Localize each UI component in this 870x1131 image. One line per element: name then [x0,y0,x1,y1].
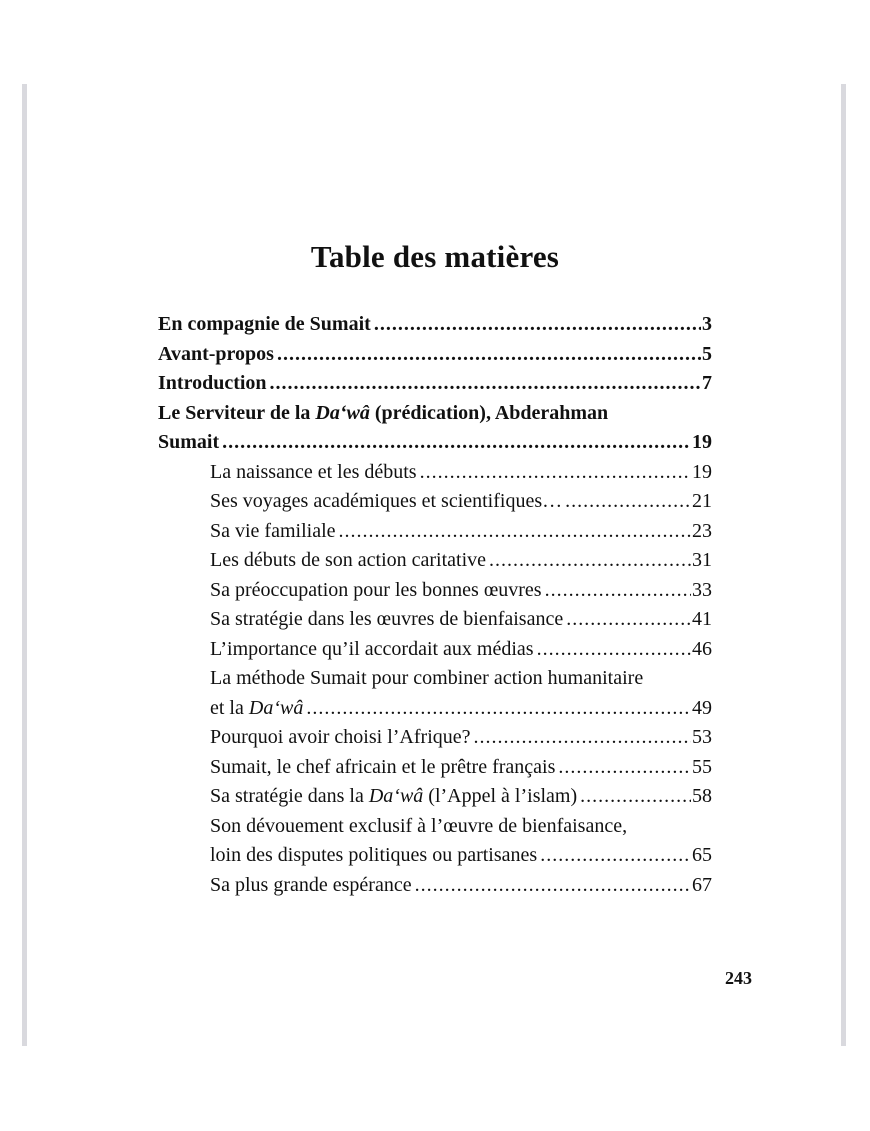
toc-entry [158,369,712,399]
toc-subentry [158,812,712,871]
dot-leader [474,723,692,753]
table-of-contents [158,310,712,900]
toc-entry-label: Introduction [158,372,267,394]
toc-entry-label: Sumait, le chef africain et le prêtre français [210,755,556,778]
toc-entry-label: En compagnie de Sumait [158,313,371,335]
toc-entry-text: et la [210,696,249,719]
toc-subentry [158,723,712,753]
toc-subentry [158,753,712,783]
toc-entry-label: Pourquoi avoir choisi l’Afrique? [210,726,471,748]
toc-subentry [158,664,712,723]
toc-subentry [158,517,712,547]
toc-entry-first-line [158,399,712,429]
toc-subentry [158,871,712,901]
toc-entry-label: Ses voyages académiques et scientifiques… [210,490,563,512]
toc-entry-label: Avant-propos [158,342,274,365]
toc-entry-page: 21 [692,490,712,512]
toc-entry-page: 31 [692,549,712,571]
toc-entry-label: Sa préoccupation pour les bonnes œuvres [210,578,542,601]
page-title: Table des matières [310,238,560,274]
toc-entry-page: 23 [692,519,712,542]
dot-leader [374,310,701,340]
dot-leader [545,576,691,606]
toc-entry-page: 19 [692,431,712,453]
toc-entry-text: (prédication), Abderahman [369,401,609,424]
toc-entry-page: 5 [702,342,712,365]
toc-entry-page: 41 [692,608,712,630]
toc-entry-page: 55 [692,755,712,778]
page-edge-right [841,84,846,1046]
toc-subentry [158,487,712,517]
toc-entry-page: 19 [692,460,712,483]
toc-entry-page: 65 [692,844,712,866]
toc-entry [158,340,712,370]
toc-entry [158,399,712,458]
dot-leader [580,782,691,812]
toc-entry-page: 67 [692,873,712,896]
toc-subentry [158,546,712,576]
dot-leader [566,605,691,635]
toc-entry-italic-text: Da‘wâ [248,696,304,719]
dot-leader [537,635,691,665]
toc-entry-page: 49 [692,696,712,719]
toc-entry [158,310,712,340]
dot-leader [565,487,691,517]
toc-entry-label: loin des disputes politiques ou partisanes [210,844,538,866]
toc-entry-label: Les débuts de son action caritative [210,549,487,571]
dot-leader [540,841,691,871]
toc-entry-label: Sumait [158,431,220,453]
page-number: 243 [725,968,752,988]
toc-entry-label: Sa vie familiale [210,519,336,542]
dot-leader [222,428,691,458]
toc-entry-text: Le Serviteur de la [158,401,316,424]
toc-entry-text: Sa stratégie dans la [210,785,369,807]
dot-leader [489,546,691,576]
toc-entry-label: L’importance qu’il accordait aux médias [210,637,534,660]
toc-entry-first-line: La méthode Sumait pour combiner action humanitaire [210,667,644,689]
dot-leader [306,694,691,724]
toc-subentry [158,458,712,488]
toc-subentry [158,576,712,606]
dot-leader [420,458,691,488]
toc-subentry [158,635,712,665]
dot-leader [270,369,701,399]
toc-entry-label: Sa plus grande espérance [210,873,412,896]
dot-leader [277,340,701,370]
toc-entry-page: 3 [702,313,712,335]
toc-entry-page: 58 [692,785,712,807]
dot-leader [558,753,691,783]
toc-entry-first-line: Son dévouement exclusif à l’œuvre de bienfaisance, [210,814,628,837]
toc-entry-label [210,694,303,724]
toc-subentry [158,605,712,635]
toc-entry-page: 53 [692,726,712,748]
dot-leader [415,871,691,901]
toc-subentry [158,782,712,812]
toc-entry-page: 46 [692,637,712,660]
toc-entry-page: 33 [692,578,712,601]
toc-entry-label: La naissance et les débuts [210,460,417,483]
toc-entry-page: 7 [702,372,712,394]
toc-entry-italic-text: Da‘wâ [368,785,424,807]
toc-entry-label [210,782,577,812]
toc-entry-text: (l’Appel à l’islam) [423,785,578,807]
toc-entry-label: Sa stratégie dans les œuvres de bienfaisance [210,608,564,630]
page-edge-left [22,84,27,1046]
dot-leader [339,517,691,547]
toc-entry-italic-text: Da‘wâ [315,401,370,424]
